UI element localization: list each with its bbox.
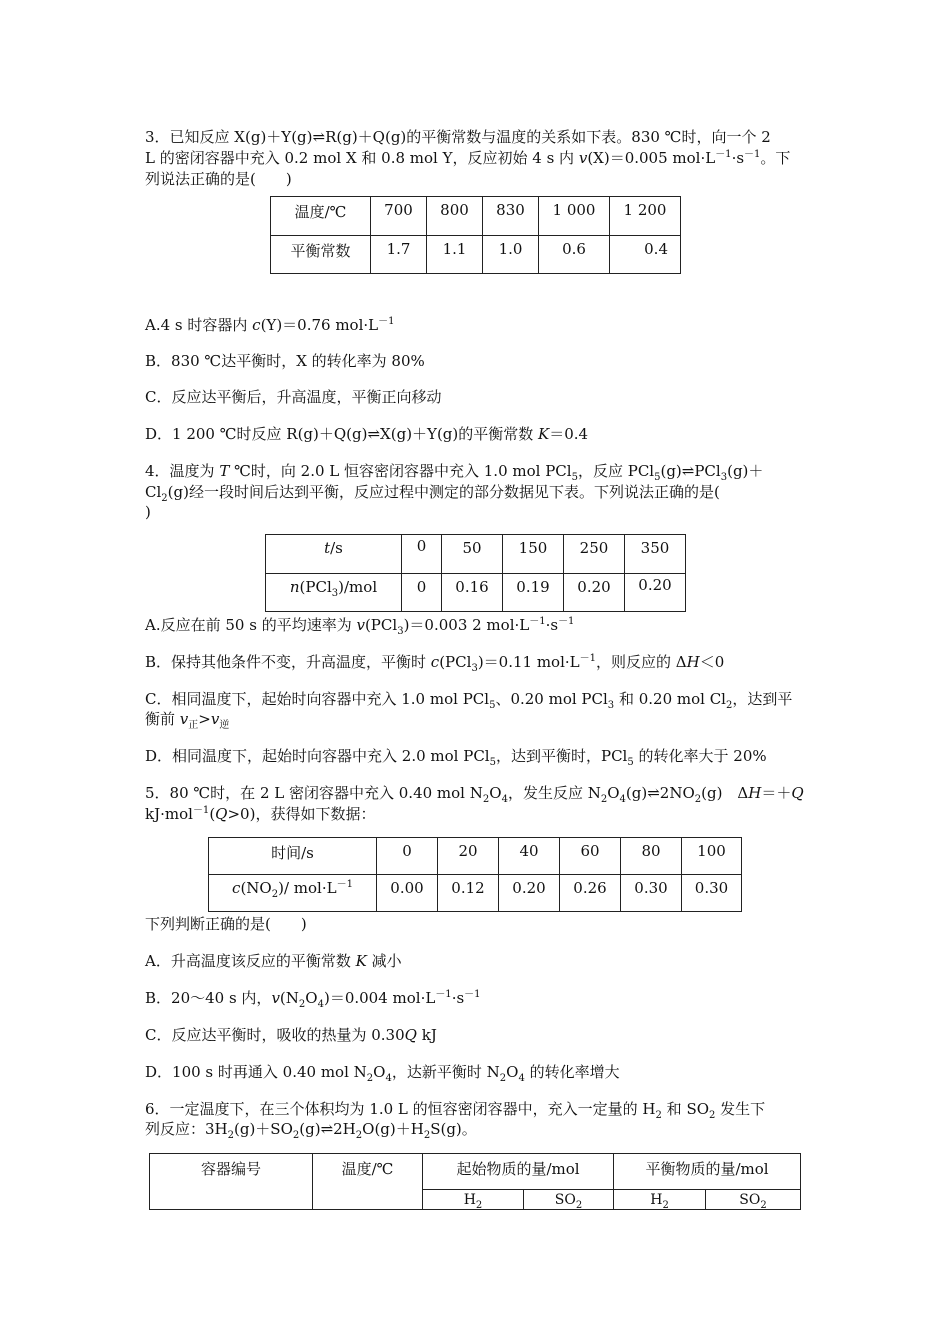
table-header-cell: 20 xyxy=(438,838,499,875)
table-header-cell: 平衡物质的量/mol xyxy=(614,1154,801,1190)
table-cell: 0.6 xyxy=(539,236,610,274)
q6-stem-line2: 列反应：$3H_2(g)+SO_2(g)\rightleftharpoons 2H_2O(g)+H_2S(g)$。 xyxy=(145,1120,477,1141)
table-cell: 0.19 xyxy=(503,574,564,612)
table-header-cell: 700 xyxy=(371,197,427,236)
q4-stem-line1: 4．温度为 T ℃时，向 2.0 L 恒容密闭容器中充入 1.0 mol PCl$_5$，反应 PCl$_5$(g)⇌PCl$_3$(g)＋ xyxy=(145,462,764,483)
q3-option-d: D．1 200 ℃时反应 R(g)＋Q(g)⇌X(g)＋Y(g)的平衡常数 K＝0.4 xyxy=(145,425,589,443)
q3-stem-line2: L 的密闭容器中充入 0.2 mol X 和 0.8 mol Y，反应初始 4 s 内 v(X)＝0.005 $mol\cdot L^{-1}\cdot s^{-1}$。下 xyxy=(145,149,791,167)
table-cell: 1.7 xyxy=(371,236,427,274)
table-header-cell: 80 xyxy=(621,838,682,875)
table-header-cell: 100 xyxy=(682,838,742,875)
table-header-cell: $SO_2$ xyxy=(706,1190,801,1210)
table-cell: 平衡常数 xyxy=(271,236,371,274)
table-header-cell: 温度/℃ xyxy=(313,1154,423,1210)
table-cell: 0.20 xyxy=(625,574,686,612)
table-header-cell: 容器编号 xyxy=(150,1154,313,1210)
table-cell: 0.16 xyxy=(442,574,503,612)
table-cell: 1.1 xyxy=(427,236,483,274)
table-row xyxy=(209,838,742,875)
table-row xyxy=(266,535,686,574)
table-header-cell: 40 xyxy=(499,838,560,875)
q5-option-b: B．20～40 s 内，$v(N_2O_4)=0.004$ $mol\cdot L^{-1}\cdot s^{-1}$ xyxy=(145,989,481,1010)
table-cell: $c(NO_2)/$ $mol\cdot L^{-1}$ xyxy=(209,875,377,912)
table-header-cell: t/s xyxy=(266,535,402,574)
table-row xyxy=(271,197,681,236)
q4-option-c-line1: C．相同温度下，起始时向容器中充入 1.0 mol PCl$_5$、0.20 mol PCl$_3$ 和 0.20 mol $Cl_2$，达到平 xyxy=(145,690,793,711)
table-cell: 0.30 xyxy=(621,875,682,912)
table-cell: 0.00 xyxy=(377,875,438,912)
table-header-cell: 1 200 xyxy=(610,197,681,236)
table-header-cell: 150 xyxy=(503,535,564,574)
table-header-cell: 250 xyxy=(564,535,625,574)
table-row xyxy=(150,1154,801,1190)
table-cell: 0.20 xyxy=(564,574,625,612)
table-header-cell: 0 xyxy=(377,838,438,875)
q3-option-a: A.4 s 时容器内 c(Y)＝0.76 $mol\cdot L^{-1}$ xyxy=(145,316,395,334)
q4-option-c-line2: 衡前 $v_正>v_逆$ xyxy=(145,710,230,731)
q3-option-b: B．830 ℃达平衡时，X 的转化率为 80% xyxy=(145,352,425,370)
q4-stem-line3: ) xyxy=(145,503,151,521)
table-cell: 0.30 xyxy=(682,875,742,912)
q3-option-c: C．反应达平衡后，升高温度，平衡正向移动 xyxy=(145,388,442,406)
table-header-cell: 50 xyxy=(442,535,503,574)
table-cell: n(PCl$_3$)/mol xyxy=(266,574,402,612)
table-cell: 1.0 xyxy=(483,236,539,274)
q6-stem-line1: 6．一定温度下，在三个体积均为 1.0 L 的恒容密闭容器中，充入一定量的 $H_2$ 和 $SO_2$ 发生下 xyxy=(145,1100,766,1121)
table-header-cell: 800 xyxy=(427,197,483,236)
q4-stem-line2: $Cl_2(g)$经一段时间后达到平衡，反应过程中测定的部分数据见下表。下列说法正确的是( xyxy=(145,483,720,504)
table-cell: 0.20 xyxy=(499,875,560,912)
table-cell: 0.4 xyxy=(610,236,681,274)
table-header-cell: $H_2$ xyxy=(423,1190,524,1210)
q4-option-b: B．保持其他条件不变，升高温度，平衡时 c(PCl$_3$)＝0.11 $mol\cdot L^{-1}$，则反应的 ΔH＜0 xyxy=(145,653,725,674)
q5-option-c: C．反应达平衡时，吸收的热量为 0.30Q kJ xyxy=(145,1026,437,1044)
q5-option-d: D．100 s 时再通入 0.40 mol $N_2O_4$，达新平衡时 $N_2O_4$ 的转化率增大 xyxy=(145,1063,620,1084)
table-cell: 0.12 xyxy=(438,875,499,912)
table-header-cell: 温度/℃ xyxy=(271,197,371,236)
q6-container-table xyxy=(149,1153,801,1210)
q5-option-a: A．升高温度该反应的平衡常数 K 减小 xyxy=(145,952,402,970)
q5-judge-prompt: 下列判断正确的是( ) xyxy=(145,915,307,933)
q5-data-table xyxy=(208,837,742,912)
q4-option-d: D．相同温度下，起始时向容器中充入 2.0 mol PCl$_5$，达到平衡时，PCl$_5$ 的转化率大于 20% xyxy=(145,747,767,768)
table-cell: 0.26 xyxy=(560,875,621,912)
table-row xyxy=(271,236,681,274)
table-header-cell: $H_2$ xyxy=(614,1190,706,1210)
q4-data-table xyxy=(265,534,686,612)
table-header-cell: 1 000 xyxy=(539,197,610,236)
q4-option-a: A.反应在前 50 s 的平均速率为 v(PCl$_3$)＝0.003 2 $mol\cdot L^{-1}\cdot s^{-1}$ xyxy=(145,616,575,637)
table-header-cell: 830 xyxy=(483,197,539,236)
table-header-cell: 350 xyxy=(625,535,686,574)
table-header-cell: 起始物质的量/mol xyxy=(423,1154,614,1190)
q5-stem-line1: 5．80 ℃时，在 2 L 密闭容器中充入 0.40 mol $N_2O_4$，发生反应 $N_2O_4(g)\rightleftharpoons 2NO_2(g)$ ΔH＝＋Q xyxy=(145,784,804,805)
table-row xyxy=(209,875,742,912)
table-header-cell: $SO_2$ xyxy=(524,1190,614,1210)
table-row xyxy=(266,574,686,612)
q5-stem-line2: kJ·mol$^{-1}$(Q>0)，获得如下数据： xyxy=(145,805,376,823)
q3-stem-line3: 列说法正确的是( ) xyxy=(145,170,292,188)
table-header-cell: 时间/s xyxy=(209,838,377,875)
table-cell: 0 xyxy=(402,574,442,612)
table-header-cell: 60 xyxy=(560,838,621,875)
q3-equilibrium-table xyxy=(270,196,681,274)
table-header-cell: 0 xyxy=(402,535,442,574)
q3-stem-line1: 3．已知反应 X(g)＋Y(g)⇌R(g)＋Q(g)的平衡常数与温度的关系如下表。830 ℃时，向一个 2 xyxy=(145,128,771,146)
